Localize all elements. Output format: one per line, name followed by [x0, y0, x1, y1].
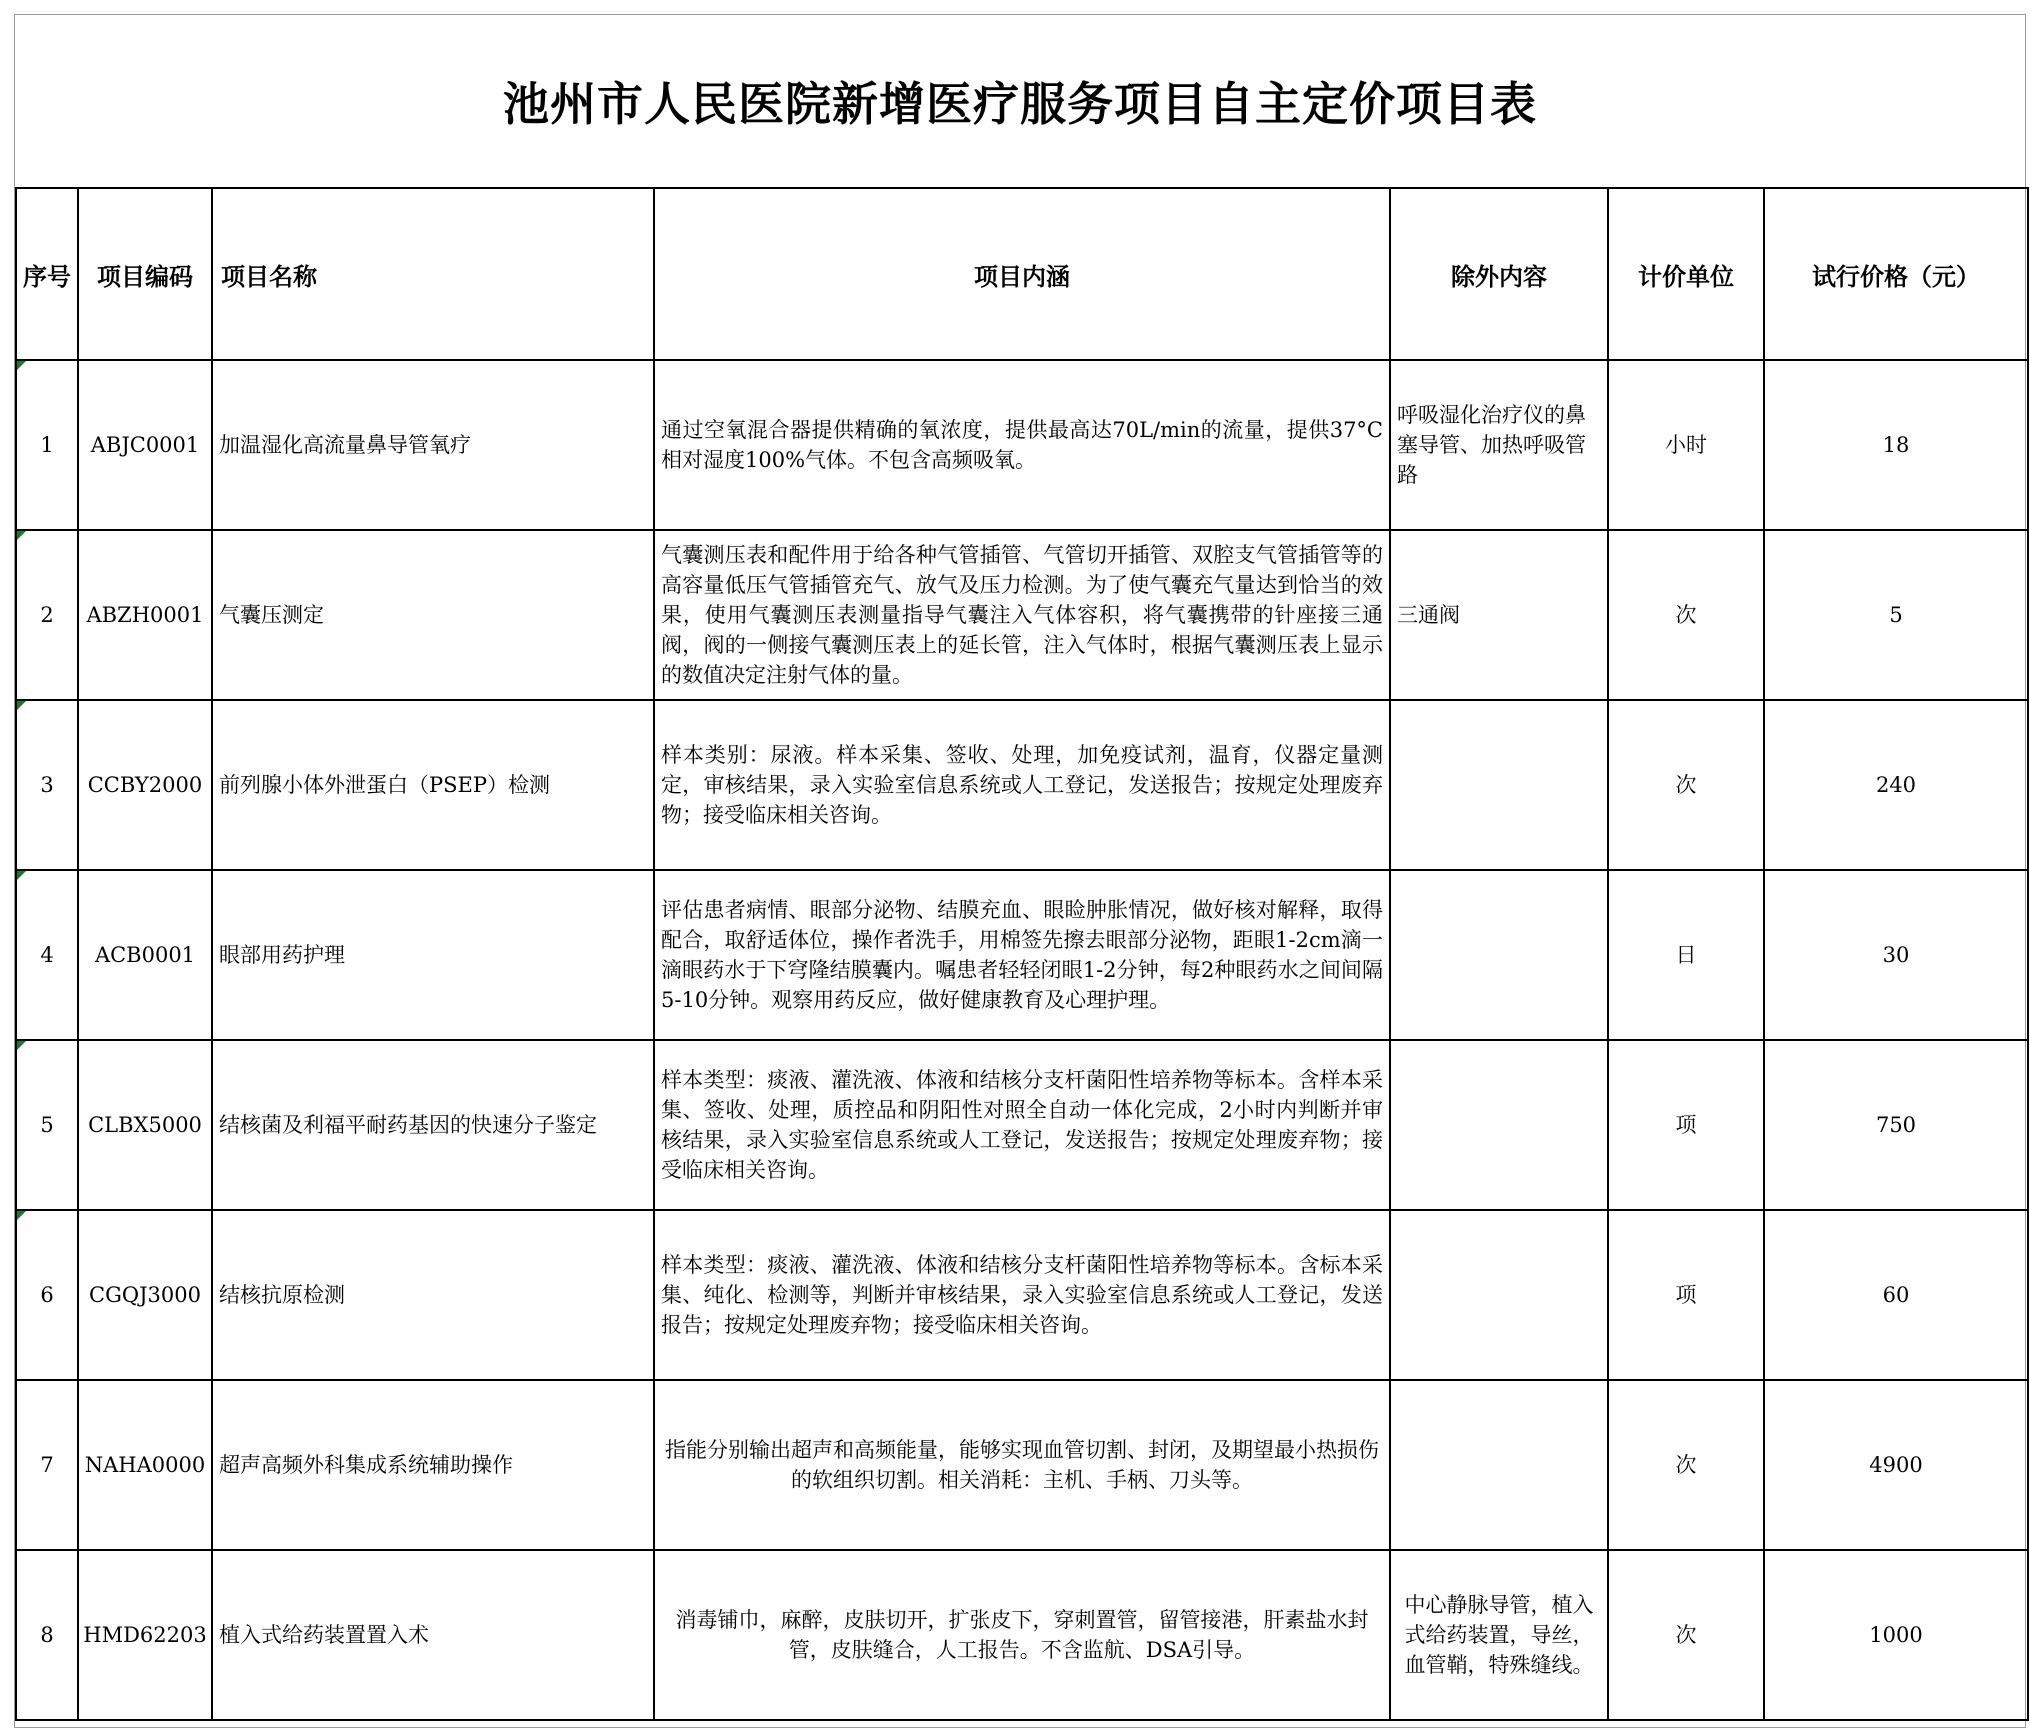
cell-name[interactable]: 结核抗原检测 [212, 1210, 654, 1380]
header-code: 项目编码 [78, 188, 212, 360]
cell-comment-marker [17, 1211, 26, 1220]
cell-content[interactable]: 消毒铺巾，麻醉，皮肤切开，扩张皮下，穿刺置管，留管接港，肝素盐水封管，皮肤缝合，人工报告。不含监航、DSA引导。 [654, 1550, 1390, 1720]
cell-comment-marker [17, 361, 26, 370]
page-title: 池州市人民医院新增医疗服务项目自主定价项目表 [503, 77, 1537, 131]
cell-unit[interactable]: 项 [1608, 1210, 1764, 1380]
cell-comment-marker [17, 1041, 26, 1050]
cell-seq[interactable]: 7 [16, 1380, 78, 1550]
cell-unit[interactable]: 项 [1608, 1040, 1764, 1210]
cell-content[interactable]: 样本类别：尿液。样本采集、签收、处理，加免疫试剂，温育，仪器定量测定，审核结果，录入实验室信息系统或人工登记，发送报告；按规定处理废弃物；接受临床相关咨询。 [654, 700, 1390, 870]
cell-exclusion[interactable] [1390, 1210, 1608, 1380]
table-row [16, 1550, 2028, 1720]
cell-code[interactable]: NAHA0000 [78, 1380, 212, 1550]
cell-code[interactable]: CGQJ3000 [78, 1210, 212, 1380]
cell-price[interactable]: 18 [1764, 360, 2028, 530]
cell-code[interactable]: ABJC0001 [78, 360, 212, 530]
cell-exclusion[interactable]: 呼吸湿化治疗仪的鼻塞导管、加热呼吸管路 [1390, 360, 1608, 530]
cell-name[interactable]: 气囊压测定 [212, 530, 654, 700]
cell-exclusion[interactable]: 三通阀 [1390, 530, 1608, 700]
cell-unit[interactable]: 次 [1608, 1550, 1764, 1720]
header-row [16, 188, 2028, 360]
cell-unit[interactable]: 次 [1608, 1380, 1764, 1550]
cell-seq[interactable]: 6 [16, 1210, 78, 1380]
cell-code[interactable]: HMD62203 [78, 1550, 212, 1720]
spreadsheet-sheet [14, 14, 2026, 1728]
cell-content[interactable]: 气囊测压表和配件用于给各种气管插管、气管切开插管、双腔支气管插管等的高容量低压气管插管充气、放气及压力检测。为了使气囊充气量达到恰当的效果，使用气囊测压表测量指导气囊注入气体容积，将气囊携带的针座接三通阀，阀的一侧接气囊测压表上的延长管，注入气体时，根据气囊测压表上显示的数值决定注射气体的量。 [654, 530, 1390, 700]
cell-seq[interactable]: 1 [16, 360, 78, 530]
table-row [16, 870, 2028, 1040]
header-unit: 计价单位 [1608, 188, 1764, 360]
cell-content[interactable]: 样本类型：痰液、灌洗液、体液和结核分支杆菌阳性培养物等标本。含样本采集、签收、处理，质控品和阴阳性对照全自动一体化完成，2小时内判断并审核结果，录入实验室信息系统或人工登记，发送报告；按规定处理废弃物；接受临床相关咨询。 [654, 1040, 1390, 1210]
cell-comment-marker [17, 531, 26, 540]
cell-code[interactable]: CLBX5000 [78, 1040, 212, 1210]
header-exclusion: 除外内容 [1390, 188, 1608, 360]
cell-price[interactable]: 750 [1764, 1040, 2028, 1210]
cell-price[interactable]: 5 [1764, 530, 2028, 700]
table-row [16, 360, 2028, 530]
cell-price[interactable]: 30 [1764, 870, 2028, 1040]
table-row [16, 700, 2028, 870]
cell-exclusion[interactable] [1390, 1040, 1608, 1210]
cell-unit[interactable]: 次 [1608, 530, 1764, 700]
cell-content[interactable]: 评估患者病情、眼部分泌物、结膜充血、眼睑肿胀情况，做好核对解释，取得配合，取舒适体位，操作者洗手，用棉签先擦去眼部分泌物，距眼1-2cm滴一滴眼药水于下穹隆结膜囊内。嘱患者轻轻闭眼1-2分钟，每2种眼药水之间间隔5-10分钟。观察用药反应，做好健康教育及心理护理。 [654, 870, 1390, 1040]
cell-exclusion[interactable] [1390, 870, 1608, 1040]
cell-unit[interactable]: 日 [1608, 870, 1764, 1040]
cell-code[interactable]: CCBY2000 [78, 700, 212, 870]
header-name: 项目名称 [212, 188, 654, 360]
cell-name[interactable]: 植入式给药装置置入术 [212, 1550, 654, 1720]
cell-unit[interactable]: 小时 [1608, 360, 1764, 530]
header-content: 项目内涵 [654, 188, 1390, 360]
cell-name[interactable]: 结核菌及利福平耐药基因的快速分子鉴定 [212, 1040, 654, 1210]
cell-seq[interactable]: 3 [16, 700, 78, 870]
cell-content[interactable]: 通过空氧混合器提供精确的氧浓度，提供最高达70L/min的流量，提供37°C相对湿度100%气体。不包含高频吸氧。 [654, 360, 1390, 530]
cell-exclusion[interactable] [1390, 700, 1608, 870]
table-row [16, 1210, 2028, 1380]
table-row [16, 1380, 2028, 1550]
header-seq: 序号 [16, 188, 78, 360]
table-row [16, 1040, 2028, 1210]
cell-code[interactable]: ACB0001 [78, 870, 212, 1040]
cell-content[interactable]: 指能分别输出超声和高频能量，能够实现血管切割、封闭，及期望最小热损伤的软组织切割。相关消耗：主机、手柄、刀头等。 [654, 1380, 1390, 1550]
pricing-table [15, 187, 2029, 1721]
cell-name[interactable]: 前列腺小体外泄蛋白（PSEP）检测 [212, 700, 654, 870]
cell-price[interactable]: 60 [1764, 1210, 2028, 1380]
table-row [16, 530, 2028, 700]
cell-exclusion[interactable]: 中心静脉导管，植入式给药装置，导丝，血管鞘，特殊缝线。 [1390, 1550, 1608, 1720]
header-price: 试行价格（元） [1764, 188, 2028, 360]
cell-content[interactable]: 样本类型：痰液、灌洗液、体液和结核分支杆菌阳性培养物等标本。含标本采集、纯化、检测等，判断并审核结果，录入实验室信息系统或人工登记，发送报告；按规定处理废弃物；接受临床相关咨询。 [654, 1210, 1390, 1380]
cell-price[interactable]: 4900 [1764, 1380, 2028, 1550]
cell-comment-marker [17, 701, 26, 710]
cell-exclusion[interactable] [1390, 1380, 1608, 1550]
cell-name[interactable]: 加温湿化高流量鼻导管氧疗 [212, 360, 654, 530]
cell-seq[interactable]: 4 [16, 870, 78, 1040]
cell-name[interactable]: 超声高频外科集成系统辅助操作 [212, 1380, 654, 1550]
cell-unit[interactable]: 次 [1608, 700, 1764, 870]
cell-seq[interactable]: 2 [16, 530, 78, 700]
cell-comment-marker [17, 871, 26, 880]
cell-name[interactable]: 眼部用药护理 [212, 870, 654, 1040]
cell-seq[interactable]: 8 [16, 1550, 78, 1720]
cell-price[interactable]: 1000 [1764, 1550, 2028, 1720]
cell-code[interactable]: ABZH0001 [78, 530, 212, 700]
cell-seq[interactable]: 5 [16, 1040, 78, 1210]
cell-price[interactable]: 240 [1764, 700, 2028, 870]
